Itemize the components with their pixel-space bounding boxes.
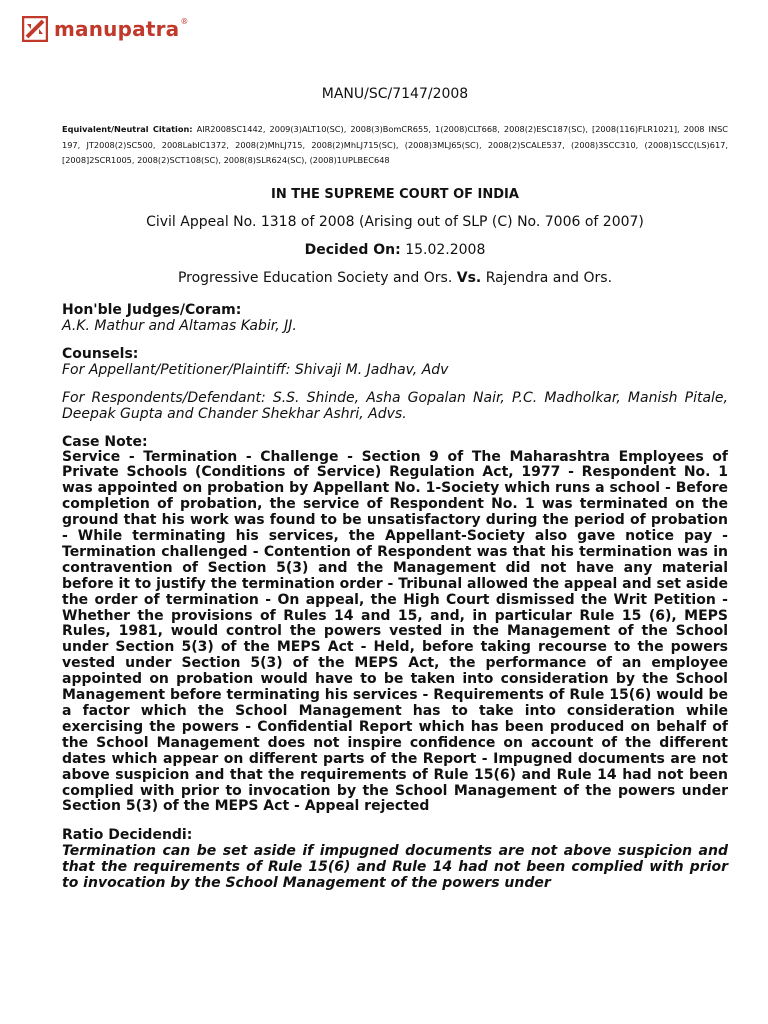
ratio-heading: Ratio Decidendi: (62, 827, 193, 844)
manupatra-logo (22, 16, 188, 42)
ratio-section (62, 827, 728, 891)
court-title: IN THE SUPREME COURT OF INDIA (271, 186, 519, 202)
decided-date: 15.02.2008 (405, 241, 486, 258)
decided-label: Decided On: (304, 241, 401, 258)
judges-heading: Hon'ble Judges/Coram: (62, 301, 242, 318)
party-respondent: Rajendra and Ors. (485, 269, 613, 286)
manu-number: MANU/SC/7147/2008 (321, 86, 469, 102)
judges-section (62, 302, 728, 334)
brand-registered: ® (180, 16, 189, 26)
case-note-heading: Case Note: (62, 433, 148, 450)
manupatra-logo-icon (22, 16, 48, 42)
case-note-section (62, 434, 728, 816)
parties (62, 270, 728, 286)
party-appellant: Progressive Education Society and Ors. (177, 269, 453, 286)
appeal-number: Civil Appeal No. 1318 of 2008 (Arising out of SLP (C) No. 7006 of 2007) (146, 213, 644, 230)
ratio-text: Termination can be set aside if impugned documents are not above suspicion and that the requirements of Rule 15(6) and Rule 14 had not been complied with prior to invocation by the School Management of the powers under (62, 843, 728, 892)
counsel-respondent: For Respondents/Defendant: S.S. Shinde, Asha Gopalan Nair, P.C. Madholkar, Manish Pitale, Deepak Gupta and Chander Shekhar Ashri, Advs. (62, 389, 728, 422)
document-body (62, 86, 728, 891)
case-note-text: Service - Termination - Challenge - Section 9 of The Maharashtra Employees of Private Schools (Conditions of Service) Regulation Act, 1977 - Respondent No. 1 was appointed on probation by Appellant No. 1-Society which runs a school - Before completion of probation, the service of Respondent No. 1 was terminated on the ground that his work was found to be unsatisfactory during the period of probation - While terminating his services, the Appellant-Society also gave notice pay - Termination challenged - Contention of Respondent was that his termination was in contravention of Section 5(3) and the Management did not have any material before it to justify the termination order - Tribunal allowed the appeal and set aside the order of termination - On appeal, the High Court dismissed the Writ Petition - Whether the provisions of Rules 14 and 15, and, in particular Rule 15 (6), MEPS Rules, 1981, would control the powers vested in the Management of the School under Section 5(3) of the MEPS Act - Held, before taking recourse to the powers vested under Section 5(3) of the MEPS Act, the performance of an employee appointed on probation would have to be taken into consideration by the School Management before terminating his services - Requirements of Rule 15(6) would be a factor which the School Management has to take into consideration while exercising the powers - Confidential Report which has been produced on behalf of the School Management does not inspire confidence on account of the different dates which appear on different parts of the Report - Impugned documents are not above suspicion and that the requirements of Rule 15(6) and Rule 14 had not been complied with prior to invocation by the School Management of the powers under Section 5(3) of the MEPS Act - Appeal rejected (62, 448, 728, 815)
versus: Vs. (456, 269, 482, 286)
counsel-appellant: For Appellant/Petitioner/Plaintiff: Shivaji M. Jadhav, Adv (62, 361, 449, 378)
decided-on (62, 242, 728, 258)
brand-name: manupatra (54, 17, 180, 41)
counsels-section (62, 346, 728, 378)
citation-text: AIR2008SC1442, 2009(3)ALT10(SC), 2008(3)BomCR655, 1(2008)CLT668, 2008(2)ESC187(SC), [2008(116)FLR1021], 2008 INSC 197, JT2008(2)SC500, 2008LabIC1372, 2008(2)MhLJ715, 2008(2)MhLJ715(SC), (2008)3MLJ65(SC), 2008(2)SCALE537, (2008)3SCC310, (2008)1SCC(LS)617, [2008]2SCR1005, 2008(2)SCT108(SC), 2008(8)SLR624(SC), (2008)1UPLBEC648 (62, 124, 728, 165)
citations (62, 122, 728, 169)
citation-label: Equivalent/Neutral Citation: (62, 124, 193, 134)
judges-names: A.K. Mathur and Altamas Kabir, JJ. (62, 317, 297, 334)
counsels-heading: Counsels: (62, 345, 139, 362)
